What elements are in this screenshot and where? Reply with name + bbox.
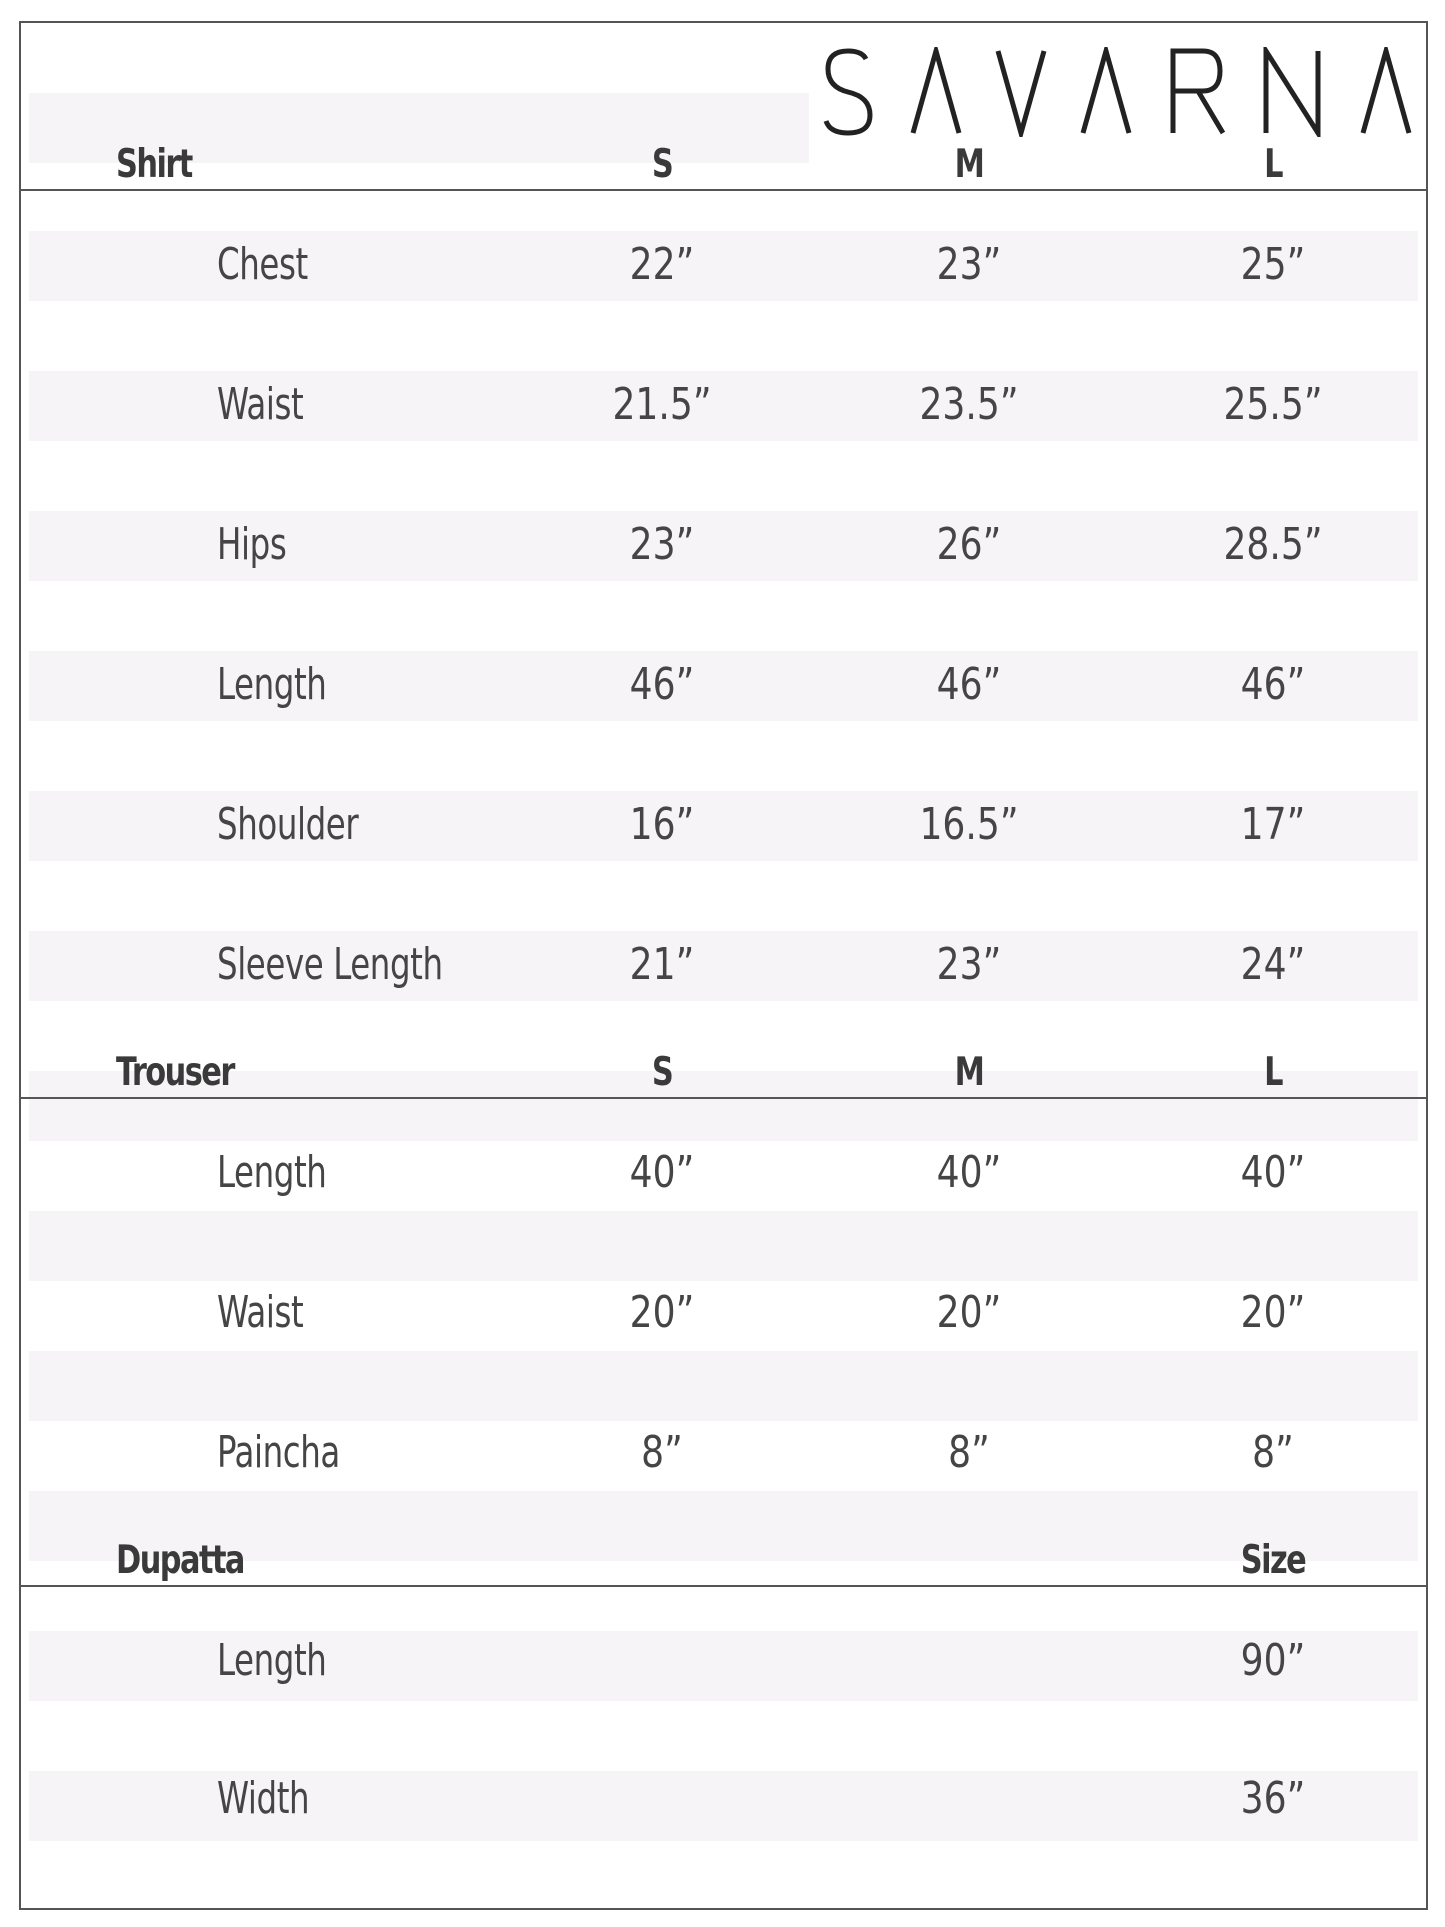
value-l: 25” bbox=[1240, 239, 1306, 290]
row-label: Length bbox=[217, 659, 327, 710]
value-m: 46” bbox=[936, 659, 1002, 710]
value-l: 24” bbox=[1240, 939, 1306, 990]
value-size: 36” bbox=[1240, 1773, 1306, 1824]
row-label: Paincha bbox=[217, 1427, 340, 1478]
shirt-row-waist bbox=[21, 371, 1426, 441]
shirt-row-hips bbox=[21, 511, 1426, 581]
size-chart bbox=[19, 21, 1428, 1910]
shirt-row-sleeve-length bbox=[21, 931, 1426, 1001]
value-m: 23” bbox=[936, 939, 1002, 990]
value-m: 23” bbox=[936, 239, 1002, 290]
value-l: 28.5” bbox=[1223, 519, 1323, 570]
row-band bbox=[29, 1211, 1418, 1281]
dupatta-section-header bbox=[21, 1535, 1426, 1587]
dupatta-row-width bbox=[21, 1765, 1426, 1835]
shirt-row-shoulder bbox=[21, 791, 1426, 861]
trouser-row-waist bbox=[21, 1279, 1426, 1349]
row-label: Length bbox=[217, 1147, 327, 1198]
trouser-row-length bbox=[21, 1139, 1426, 1209]
value-m: 40” bbox=[936, 1147, 1002, 1198]
size-l-header: L bbox=[1264, 1050, 1282, 1095]
value-s: 20” bbox=[629, 1287, 695, 1338]
value-l: 17” bbox=[1240, 799, 1306, 850]
value-s: 21.5” bbox=[612, 379, 712, 430]
row-label: Length bbox=[217, 1635, 327, 1686]
value-s: 21” bbox=[629, 939, 695, 990]
value-s: 40” bbox=[629, 1147, 695, 1198]
size-s-header: S bbox=[651, 142, 673, 187]
row-band bbox=[29, 1351, 1418, 1421]
value-s: 22” bbox=[629, 239, 695, 290]
value-s: 23” bbox=[629, 519, 695, 570]
row-label: Shoulder bbox=[217, 799, 359, 850]
value-m: 16.5” bbox=[919, 799, 1019, 850]
value-l: 20” bbox=[1240, 1287, 1306, 1338]
trouser-section-header bbox=[21, 1047, 1426, 1099]
size-header: Size bbox=[1240, 1538, 1306, 1583]
size-s-header: S bbox=[651, 1050, 673, 1095]
trouser-row-paincha bbox=[21, 1419, 1426, 1489]
shirt-section-header bbox=[21, 139, 1426, 191]
value-m: 8” bbox=[948, 1427, 990, 1478]
shirt-row-chest bbox=[21, 231, 1426, 301]
value-s: 16” bbox=[629, 799, 695, 850]
value-l: 46” bbox=[1240, 659, 1306, 710]
value-m: 20” bbox=[936, 1287, 1002, 1338]
row-label: Waist bbox=[217, 379, 304, 430]
value-l: 25.5” bbox=[1223, 379, 1323, 430]
savarna-logo bbox=[818, 47, 1418, 137]
value-size: 90” bbox=[1240, 1635, 1306, 1686]
value-l: 40” bbox=[1240, 1147, 1306, 1198]
row-label: Width bbox=[217, 1773, 310, 1824]
row-label: Sleeve Length bbox=[217, 939, 443, 990]
row-label: Hips bbox=[217, 519, 287, 570]
shirt-title: Shirt bbox=[116, 142, 192, 187]
trouser-title: Trouser bbox=[116, 1050, 234, 1095]
value-m: 26” bbox=[936, 519, 1002, 570]
row-label: Waist bbox=[217, 1287, 304, 1338]
value-l: 8” bbox=[1252, 1427, 1294, 1478]
row-label: Chest bbox=[217, 239, 308, 290]
value-m: 23.5” bbox=[919, 379, 1019, 430]
dupatta-row-length bbox=[21, 1627, 1426, 1697]
value-s: 8” bbox=[641, 1427, 683, 1478]
value-s: 46” bbox=[629, 659, 695, 710]
size-m-header: M bbox=[954, 1050, 984, 1095]
size-m-header: M bbox=[954, 142, 984, 187]
dupatta-title: Dupatta bbox=[116, 1538, 244, 1583]
size-l-header: L bbox=[1264, 142, 1282, 187]
shirt-row-length bbox=[21, 651, 1426, 721]
